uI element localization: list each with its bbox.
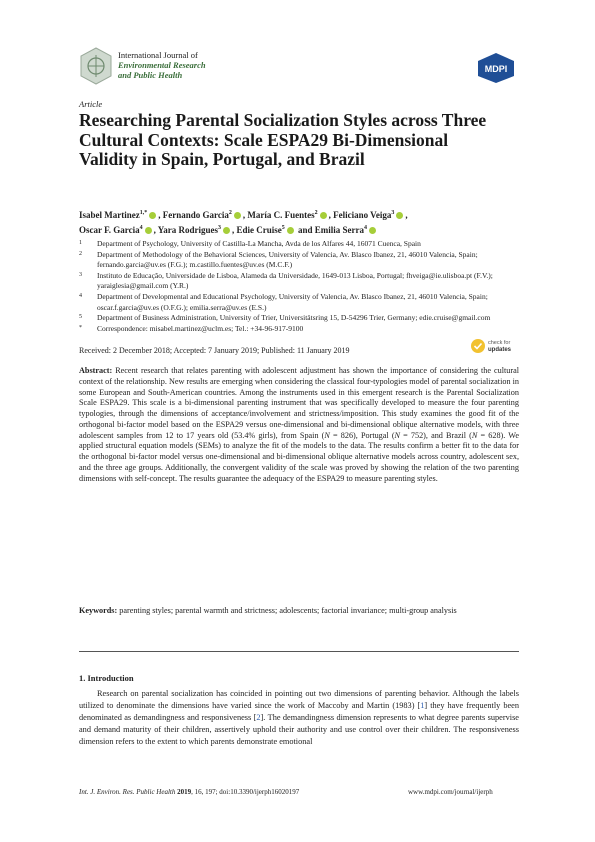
author-name: Oscar F. Garcia bbox=[79, 225, 140, 235]
check-for-updates-icon[interactable] bbox=[470, 336, 520, 356]
affiliation-item bbox=[79, 313, 524, 324]
author-list: Isabel Martinez$^{1,*}$ , Fernando Garcia$^2$ , María C. Fuentes$^2$ , Feliciano Veiga$^3$ , Oscar F. Garcia$^4$ , Yara Rodrigues$^3$ , Edie Cruise$^5$ and Emilia Serra$^4$ bbox=[79, 210, 408, 235]
abstract-text: Recent research that relates parenting with adolescent adjustment has shown the importance of considering the cultural context of the relationship. New results are emerging when considering the classical four-typologies model of parental socialization in some European and South-American countries. Among the instruments used in this emergent research is the Parental Socialization Scale ESPA29. This scale is a bi-dimensional parenting instrument that was specifically developed to measure the four parenting typologies, through the dimensions of acceptance/involvement and strictness/imposition. This study examines the good fit of the orthogonal bi-factor model based on the ESPA29 versus one-dimensional and bi-dimensional oblique alternative models, with three adolescent samples from 12 to 17 years old (53.4% girls), from Spain ( bbox=[79, 366, 519, 440]
footer-citation bbox=[79, 788, 299, 796]
citation-link[interactable]: 2 bbox=[256, 713, 261, 723]
keywords bbox=[79, 606, 519, 617]
author-sup: 1,* bbox=[139, 210, 148, 216]
journal-name-line3: and Public Health bbox=[118, 70, 183, 80]
footer-url[interactable]: www.mdpi.com/journal/ijerph bbox=[408, 788, 493, 796]
keywords-text: parenting styles; parental warmth and strictness; adolescents; factorial invariance; multi-group analysis bbox=[117, 606, 457, 615]
check-updates-line2: updates bbox=[488, 347, 512, 353]
orcid-icon[interactable] bbox=[287, 227, 294, 234]
intro-text: ]. The demandingness dimension represents to what degree parents supervise and demand maturity of their children, assertively uphold their authority and use control over their children. The responsiveness dimension refers to the extent to which parents demonstrate emotional bbox=[79, 713, 519, 747]
orcid-icon[interactable] bbox=[223, 227, 230, 234]
author-name: Edie Cruise bbox=[236, 225, 282, 235]
abstract-n-symbol: N bbox=[471, 430, 478, 440]
author-name: Feliciano Veiga bbox=[333, 210, 392, 220]
footer-journal: Int. J. Environ. Res. Public Health bbox=[79, 788, 176, 796]
mdpi-logo-icon bbox=[476, 52, 516, 84]
author-sup: 2 bbox=[228, 210, 232, 216]
affiliation-list bbox=[79, 239, 524, 334]
affiliation-item bbox=[79, 250, 524, 271]
journal-name-line1: International Journal of bbox=[118, 50, 198, 60]
orcid-icon[interactable] bbox=[149, 212, 156, 219]
abstract-label: Abstract: bbox=[79, 366, 113, 375]
affiliation-text: Department of Psychology, University of Castilla-La Mancha, Avda de los Alfares 44, 16071 Cuenca, Spain bbox=[97, 239, 421, 248]
author-name: Isabel Martinez bbox=[79, 210, 140, 220]
affiliation-number: 3 bbox=[79, 271, 82, 278]
orcid-icon[interactable] bbox=[369, 227, 376, 234]
keywords-label: Keywords: bbox=[79, 606, 118, 615]
author-name: Fernando Garcia bbox=[162, 210, 229, 220]
abstract-text: = 752), and Brazil ( bbox=[400, 430, 472, 440]
affiliation-item bbox=[79, 292, 524, 313]
publication-dates: Received: 2 December 2018; Accepted: 7 January 2019; Published: 11 January 2019 bbox=[79, 346, 350, 355]
footer-doi: , 16, 197; doi:10.3390/ijerph16020197 bbox=[191, 788, 300, 796]
affiliation-text: Department of Developmental and Educational Psychology, University of Valencia, Av. Blasco Ibanez, 21, 46010 Valencia, Spain; oscar.f.garcia@uv.es (O.F.G.); emilia.serra@uv.es (E.S.) bbox=[97, 291, 488, 312]
abstract-text: = 628). We applied structural equation models (SEMs) to analyze the fit of the models to the data. The results confirm a better fit to the data for the orthogonal bi-factor model versus one-dimensional and bi-dimensional oblique alternative models across country, adolescent sex, and the three age groups. Additionally, the convergent validity of the scale was proved by showing the relation of the two parenting dimensions with self-concept. The results guarantee the adequacy of the ESPA29 to measure parenting styles. bbox=[79, 430, 519, 483]
abstract-n-symbol: N bbox=[324, 430, 330, 440]
orcid-icon[interactable] bbox=[396, 212, 403, 219]
correspondence bbox=[79, 324, 524, 335]
journal-name-line2: Environmental Research bbox=[118, 60, 206, 70]
abstract-n-symbol: N bbox=[394, 430, 401, 440]
affiliation-number: 5 bbox=[79, 314, 82, 321]
author-sup: 4 bbox=[364, 225, 368, 231]
mdpi-logo-text: MDPI bbox=[484, 64, 508, 74]
affiliation-number: 4 bbox=[79, 292, 82, 299]
affiliation-text: Correspondence: misabel.martinez@uclm.es; Tel.: +34-96-917-9100 bbox=[97, 323, 304, 333]
affiliation-text: Instituto de Educação, Universidade de Lisboa, Alameda da Universidade, 1649-013 Lisboa, Portugal; fhveiga@ie.ulisboa.pt (F.V.); yaraiglesia@gmail.com (Y.R.) bbox=[97, 270, 493, 291]
article-type: Article bbox=[79, 99, 103, 109]
author-name: Yara Rodrigues bbox=[157, 225, 219, 235]
section-divider bbox=[79, 651, 519, 652]
affiliation-number: * bbox=[79, 324, 82, 331]
journal-logo-icon bbox=[79, 47, 113, 85]
affiliation-text: Department of Business Administration, University of Trier, Universitätsring 15, D-54296 Trier, Germany; edie.cruise@gmail.com bbox=[97, 313, 491, 323]
orcid-icon[interactable] bbox=[145, 227, 152, 234]
author-sup: 3 bbox=[391, 210, 395, 216]
journal-name bbox=[118, 50, 206, 80]
intro-text: ] they have frequently been denominated as demandingness and responsiveness [ bbox=[79, 701, 519, 723]
citation-link[interactable]: 1 bbox=[420, 701, 425, 711]
affiliation-number: 1 bbox=[79, 240, 82, 246]
author-name: María C. Fuentes bbox=[247, 210, 315, 220]
orcid-icon[interactable] bbox=[320, 212, 327, 219]
author-sup: 2 bbox=[314, 210, 318, 216]
affiliation-item bbox=[79, 239, 524, 250]
affiliation-item bbox=[79, 271, 524, 292]
affiliation-text: Department of Methodology of the Behavioral Sciences, University of Valencia, Av. Blasco Ibanez, 21, 46010 Valencia, Spain; fernando.garcia@uv.es (F.G.); m.castillo.fuentes@uv.es (M.C.F.) bbox=[97, 249, 478, 270]
article-title: Researching Parental Socialization Styles across Three Cultural Contexts: Scale ESPA29 Bi-Dimensional Validity in Spain, Portugal, and Brazil bbox=[79, 110, 487, 169]
author-sup: 4 bbox=[139, 225, 143, 231]
check-updates-line1: check for bbox=[488, 340, 511, 346]
author-name: Emilia Serra bbox=[314, 225, 365, 235]
affiliation-number: 2 bbox=[79, 250, 82, 257]
orcid-icon[interactable] bbox=[234, 212, 241, 219]
abstract bbox=[79, 366, 519, 484]
author-sup: 5 bbox=[281, 225, 285, 231]
intro-text: Research on parental socialization has coincided in pointing out two dimensions of parenting behavior. Although the labels utilized to denominate the dimensions have varied since the work of Maccoby and Martin (1983) [ bbox=[79, 689, 519, 711]
footer-year: 2019 bbox=[177, 788, 192, 796]
intro-paragraph bbox=[79, 688, 519, 748]
section-heading: 1. Introduction bbox=[79, 673, 134, 683]
abstract-text: = 826), Portugal ( bbox=[329, 430, 395, 440]
author-sup: 3 bbox=[218, 225, 222, 231]
